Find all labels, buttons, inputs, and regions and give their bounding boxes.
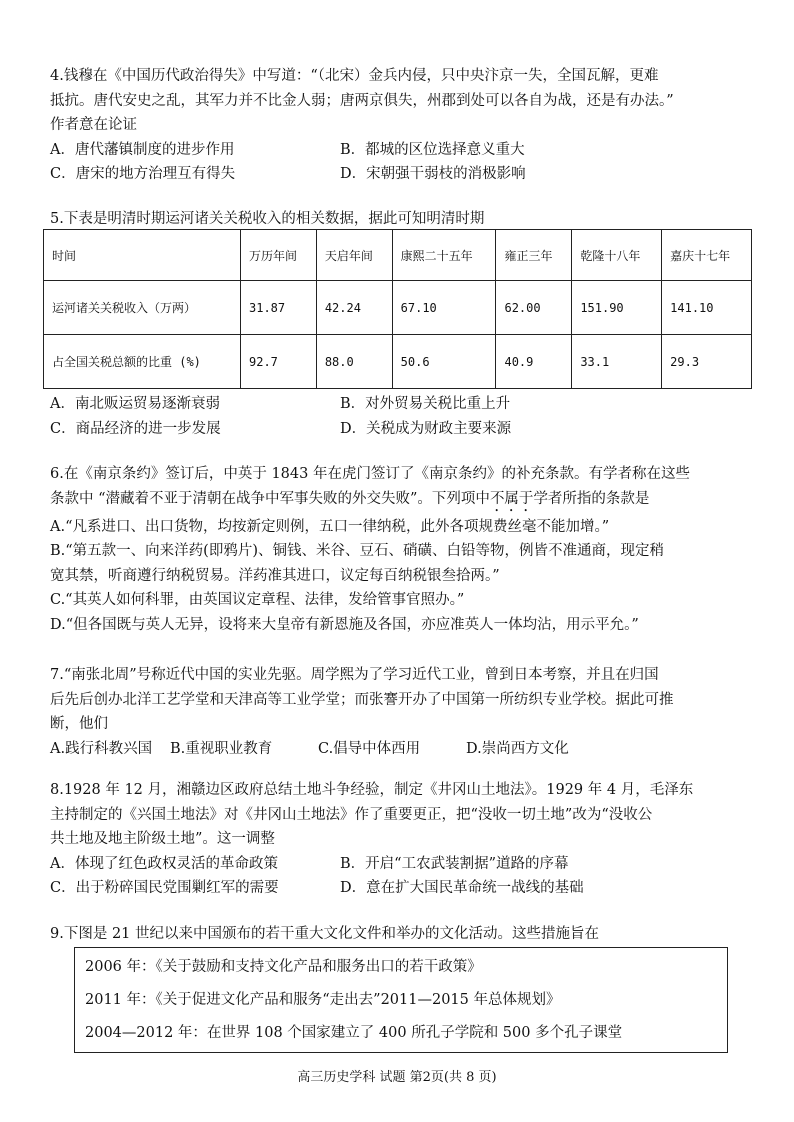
- table-cell: 42.24: [316, 281, 392, 335]
- q5-options: [50, 392, 750, 441]
- table-cell: 40.9: [496, 335, 572, 389]
- table-cell: 141.10: [662, 281, 752, 335]
- question-8: [50, 778, 750, 901]
- q7-stem-line-1: 7.“南张北周”号称近代中国的实业先驱。周学熙为了学习近代工业，曾到日本考察，并且在归国: [50, 667, 659, 683]
- q9-box-line-2: 2011 年：《关于促进文化产品和服务“走出去”2011—2015 年总体规划》: [85, 992, 561, 1008]
- q4-option-a[interactable]: A．唐代藩镇制度的进步作用: [50, 141, 235, 158]
- table-cell: 运河诸关关税收入（万两）: [44, 281, 241, 335]
- table-cell: 88.0: [316, 335, 392, 389]
- q6-stem-line-2-a: 条款中 “潜藏着不亚于清朝在战争中军事失败的外交失败”。下列项中: [50, 490, 490, 507]
- q5-option-d[interactable]: D．关税成为财政主要来源: [340, 420, 512, 437]
- q8-option-d[interactable]: D．意在扩大国民革命统一战线的基础: [340, 880, 584, 896]
- table-cell: 29.3: [662, 335, 752, 389]
- table-header-cell: 万历年间: [241, 230, 317, 281]
- table-cell: 31.87: [241, 281, 317, 335]
- q9-material-box: [74, 947, 728, 1053]
- q6-option-b-cont[interactable]: 宽其禁，听商遵行纳税贸易。洋药准其进口，议定每百纳税银叁拾两。”: [50, 567, 500, 584]
- q7-option-a[interactable]: A.践行科教兴国: [50, 740, 153, 757]
- question-6: [50, 462, 750, 637]
- q7-option-b[interactable]: B.重视职业教育: [170, 740, 273, 757]
- table-header-row: [44, 230, 752, 281]
- table-cell: 62.00: [496, 281, 572, 335]
- q8-option-b[interactable]: B．开启“工农武装割据”道路的序幕: [340, 855, 569, 872]
- q6-option-c[interactable]: C.“其英人如何科罪，由英国议定章程、法律，发给管事官照办。”: [50, 592, 465, 608]
- page-footer: 高三历史学科 试题 第2页(共 8 页): [297, 1070, 497, 1085]
- q8-stem-line-2: 主持制定的《兴国土地法》对《井冈山土地法》作了重要更正，把“没收一切土地”改为“没收公: [50, 806, 653, 823]
- q7-options: [50, 737, 750, 762]
- table-cell: 151.90: [572, 281, 662, 335]
- table-header-cell: 乾隆十八年: [572, 230, 662, 281]
- table-cell: 33.1: [572, 335, 662, 389]
- q4-stem-line-1: 4.钱穆在《中国历代政治得失》中写道：“（北宋）金兵内侵，只中央汴京一失，全国瓦解，更难: [50, 68, 659, 84]
- q6-stem-line-2: [50, 487, 750, 515]
- q6-emphasis-not-included: 不属于: [489, 490, 534, 507]
- q6-option-a[interactable]: A.“凡系进口、出口货物，均按新定则例，五口一律纳税，此外各项规费丝毫不能加增。”: [50, 518, 610, 535]
- q6-option-b[interactable]: B.“第五款一、向来洋药(即鸦片)、铜钱、米谷、豆石、硝磺、白铅等物，例皆不准通商，现定稍: [50, 543, 664, 559]
- table-header-cell: 雍正三年: [496, 230, 572, 281]
- q5-option-b[interactable]: B．对外贸易关税比重上升: [340, 396, 511, 412]
- table-cell: 92.7: [241, 335, 317, 389]
- table-row: [44, 335, 752, 389]
- table-cell: 67.10: [392, 281, 496, 335]
- table-header-cell: 天启年间: [316, 230, 392, 281]
- q5-stem: 5.下表是明清时期运河诸关关税收入的相关数据，据此可知明清时期: [50, 211, 485, 227]
- q8-stem-line-3: 共土地及地主阶级土地”。这一调整: [50, 831, 275, 847]
- q4-options: [50, 138, 750, 187]
- question-4: [50, 64, 750, 187]
- q7-stem-line-2: 后先后创办北洋工艺学堂和天津高等工业学堂；而张謇开办了中国第一所纺织专业学校。据此可推: [50, 691, 674, 708]
- question-5-options: [50, 392, 750, 441]
- q8-stem-line-1: 8.1928 年 12 月，湘赣边区政府总结土地斗争经验，制定《井冈山土地法》。1929 年 4 月，毛泽东: [50, 782, 694, 798]
- table-header-cell: 嘉庆十七年: [662, 230, 752, 281]
- q8-option-c[interactable]: C．出于粉碎国民党围剿红军的需要: [50, 880, 279, 896]
- q7-stem-line-3: 断，他们: [50, 716, 108, 732]
- q6-stem-line-1: 6.在《南京条约》签订后，中英于 1843 年在虎门签订了《南京条约》的补充条款。有学者称在这些: [50, 466, 690, 482]
- q7-option-d[interactable]: D.崇尚西方文化: [466, 740, 569, 757]
- q5-option-a[interactable]: A．南北贩运贸易逐渐衰弱: [50, 396, 220, 412]
- q5-data-table: [43, 229, 752, 389]
- q4-option-b[interactable]: B．都城的区位选择意义重大: [340, 141, 525, 158]
- q4-option-c[interactable]: C．唐宋的地方治理互有得失: [50, 166, 236, 182]
- question-9-stem: [50, 922, 750, 947]
- q4-option-d[interactable]: D．宋朝强干弱枝的消极影响: [340, 166, 526, 182]
- q5-option-c[interactable]: C．商品经济的进一步发展: [50, 420, 221, 437]
- q6-stem-line-2-b: 学者所指的条款是: [533, 490, 650, 507]
- q8-option-a[interactable]: A．体现了红色政权灵活的革命政策: [50, 855, 278, 872]
- table-cell: 占全国关税总额的比重 (%): [44, 335, 241, 389]
- q8-options: [50, 852, 750, 901]
- q9-box-line-3: 2004—2012 年：在世界 108 个国家建立了 400 所孔子学院和 500 多个孔子课堂: [85, 1025, 623, 1041]
- q7-option-c[interactable]: C.倡导中体西用: [318, 740, 421, 757]
- q4-stem-line-3: 作者意在论证: [50, 117, 137, 133]
- q9-box-line-1: 2006 年：《关于鼓励和支持文化产品和服务出口的若干政策》: [85, 959, 482, 975]
- table-cell: 50.6: [392, 335, 496, 389]
- q9-stem: 9.下图是 21 世纪以来中国颁布的若干重大文化文件和举办的文化活动。这些措施旨在: [50, 926, 600, 942]
- question-5-stem: [50, 207, 750, 232]
- q4-stem-line-2: 抵抗。唐代安史之乱，其军力并不比金人弱；唐两京俱失，州郡到处可以各自为战，还是有办法。”: [50, 92, 674, 109]
- table-header-cell: 康熙二十五年: [392, 230, 496, 281]
- question-7: [50, 663, 750, 761]
- q6-option-d[interactable]: D.“但各国既与英人无异，设将来大皇帝有新恩施及各国，亦应准英人一体均沾，用示平允。”: [50, 616, 639, 633]
- table-row: [44, 281, 752, 335]
- table-header-cell: 时间: [44, 230, 241, 281]
